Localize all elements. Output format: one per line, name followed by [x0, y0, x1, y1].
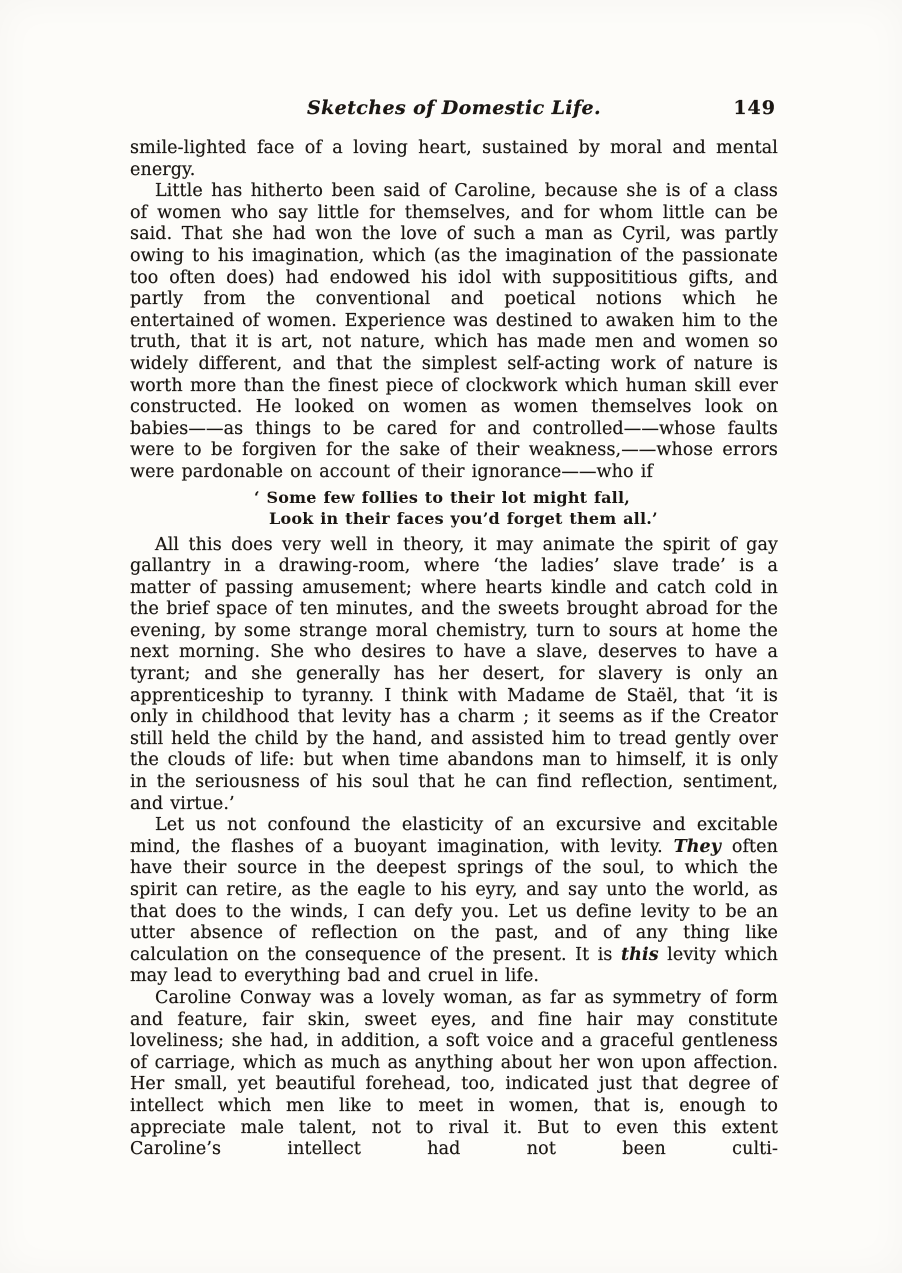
paragraph-caroline-intro: Little has hitherto been said of Caroline, because she is of a class of women who say little for themselves, and for whom little can be said. That she had won the love of such a man as Cyril, was partly owing to his imagination, which (as the imagination of the passionate too often does) had endowed his idol with supposititious gifts, and partly from the conventional and poetical notions which he entertained of women. Experience was destined to awaken him to the truth, that it is art, not nature, which has made men and women so widely different, and that the simplest self-acting work of nature is worth more than the finest piece of clockwork which human skill ever constructed. He looked on women as women themselves look on babies——as things to be cared for and controlled——whose faults were to be forgiven for the sake of their weakness,——whose errors were pardonable on account of their ignorance——who if	[130, 181, 778, 482]
paragraph-levity	[130, 815, 778, 988]
verse-quote	[254, 487, 778, 530]
verse-line-2: Look in their faces you’d forget them all.’	[269, 509, 658, 528]
paragraph-theory: All this does very well in theory, it may animate the spirit of gay gallantry in a drawing-room, where ‘the ladies’ slave trade’ is a matter of passing amusement; where hearts kindle and catch cold in the brief space of ten minutes, and the sweets brought abroad for the evening, by some strange moral chemistry, turn to sours at home the next morning. She who desires to have a slave, deserves to have a tyrant; and she generally has her desert, for slavery is only an apprenticeship to tyranny. I think with Madame de Staël, that ‘it is only in childhood that levity has a charm ; it seems as if the Creator still held the child by the hand, and assisted him to tread gently over the clouds of life: but when time abandons man to himself, it is only in the seriousness of his soul that he can find reflection, sentiment, and virtue.’	[130, 534, 778, 814]
page-number: 149	[733, 97, 776, 119]
italic-word-this: this	[620, 944, 659, 965]
italic-word-they: They	[673, 836, 722, 857]
paragraph-levity-part3: levity which may lead to everything bad and cruel in life.	[130, 944, 779, 987]
paragraph-levity-part2: often have their source in the deepest springs of the soul, to which the spirit can retire, as the eagle to his eyry, and say unto the world, as that does to the winds, I can defy you. Let us define levity to be an utter absence of reflection on the past, and of any thing like calculation on the consequence of the present. It is	[130, 836, 778, 965]
running-header	[130, 97, 778, 124]
verse-line-1: ‘ Some few follies to their lot might fall,	[254, 487, 630, 507]
paragraph-caroline-beauty: Caroline Conway was a lovely woman, as far as symmetry of form and feature, fair skin, sweet eyes, and fine hair may constitute loveliness; she had, in addition, a soft voice and a graceful gentleness of carriage, which as much as anything about her won upon affection. Her small, yet beautiful forehead, too, indicated just that degree of intellect which men like to meet in women, that is, enough to appreciate male talent, not to rival it. But to even this extent Caroline’s intellect had not been culti-	[130, 987, 778, 1160]
paragraph-levity-part1: Let us not confound the elasticity of an excursive and excitable mind, the flashes of a buoyant imagination, with levity.	[130, 815, 778, 857]
paragraph-opening: smile-lighted face of a loving heart, sustained by moral and mental energy.	[130, 138, 778, 180]
running-header-title: Sketches of Domestic Life.	[306, 97, 602, 119]
text-block	[130, 97, 778, 1161]
